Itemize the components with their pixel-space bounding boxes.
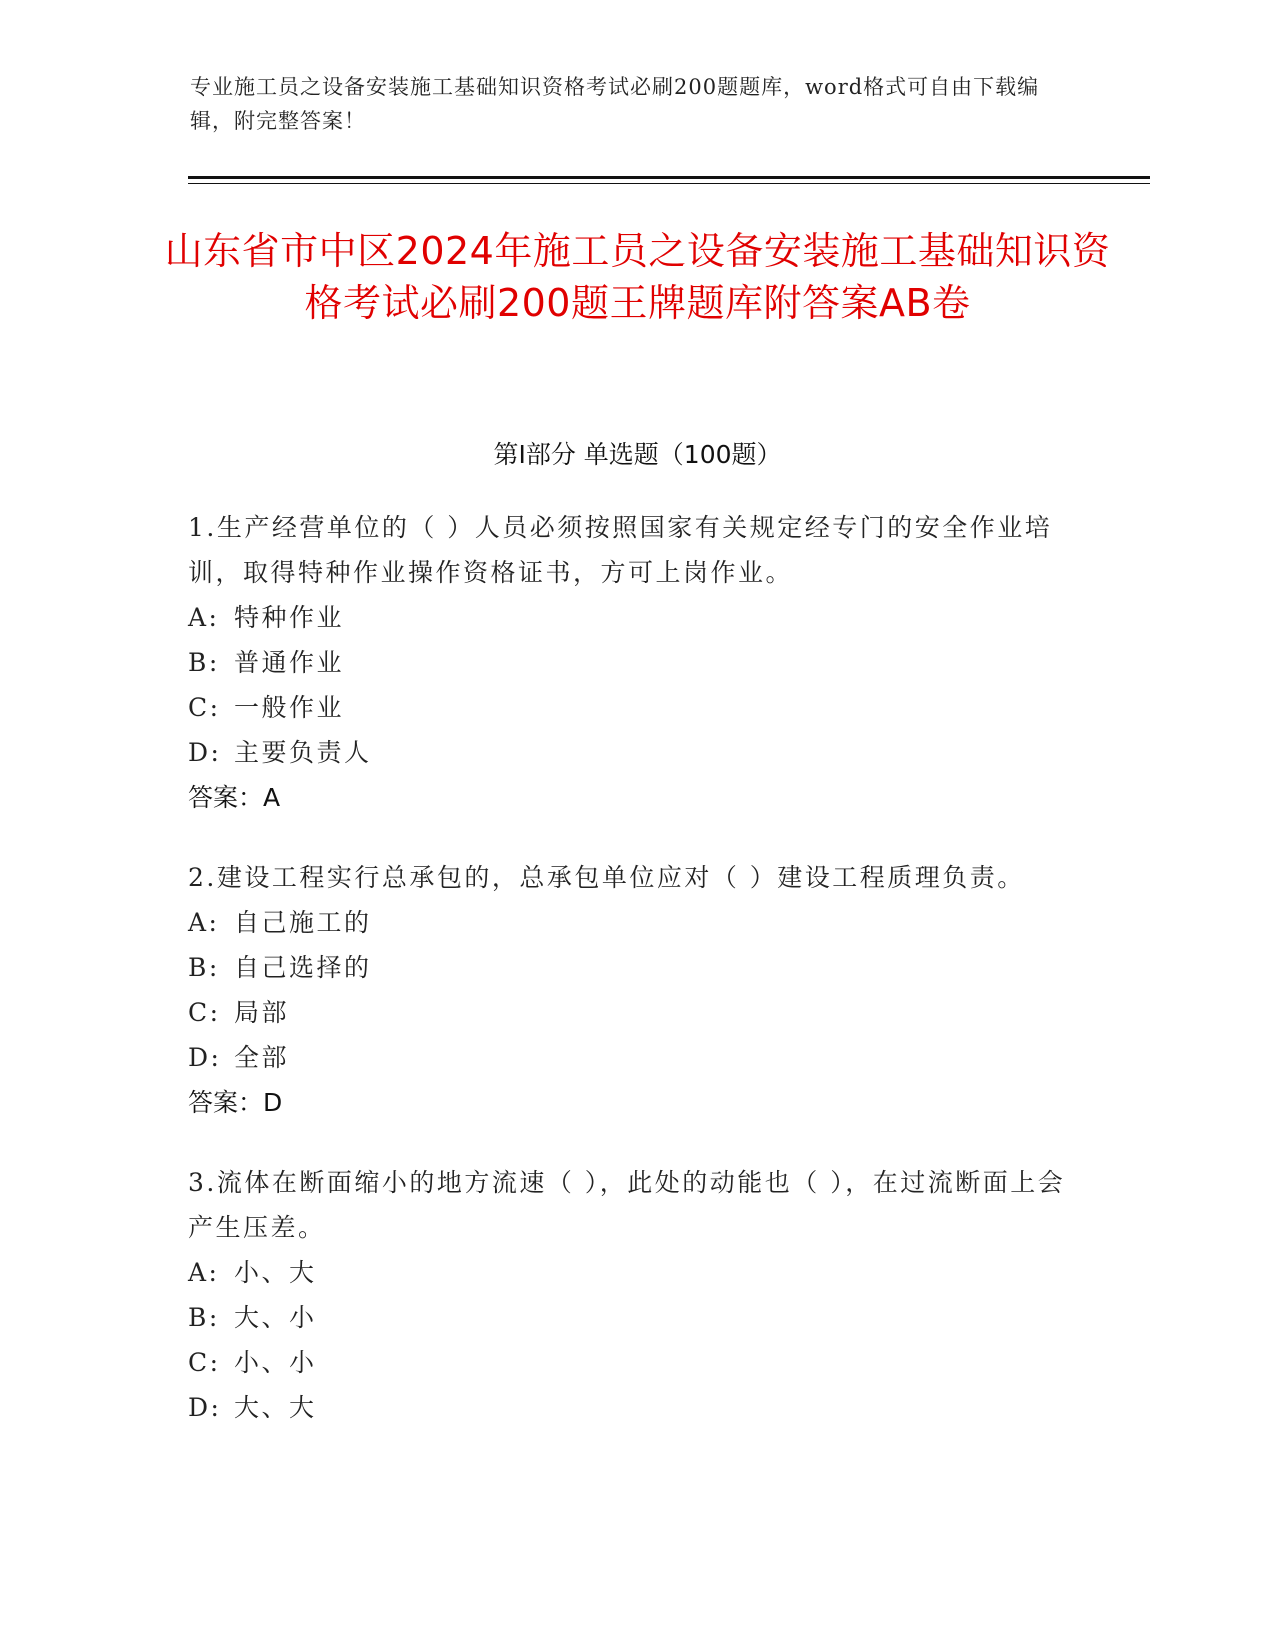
header-rule-thick	[188, 176, 1150, 179]
option-letter: C:	[188, 998, 221, 1027]
question-stem: 1.生产经营单位的（ ）人员必须按照国家有关规定经专门的安全作业培训，取得特种作业操作资格证书，方可上岗作业。	[188, 513, 1053, 587]
option-letter: A:	[188, 908, 220, 937]
option-text: 局部	[234, 998, 290, 1027]
option-b	[188, 945, 1088, 990]
option-text: 大、大	[234, 1393, 317, 1422]
option-c	[188, 685, 1088, 730]
question-stem: 2.建设工程实行总承包的，总承包单位应对（ ）建设工程质理负责。	[188, 863, 1025, 892]
document-title: 山东省市中区2024年施工员之设备安装施工基础知识资格考试必刷200题王牌题库附答案AB卷	[164, 229, 1111, 325]
option-text: 小、大	[234, 1258, 317, 1287]
option-d	[188, 1035, 1088, 1080]
answer-line: 答案：D	[188, 1088, 283, 1117]
option-letter: C:	[188, 1348, 221, 1377]
option-text: 大、小	[234, 1303, 317, 1332]
section-heading: 第I部分 单选题（100题）	[493, 440, 782, 469]
option-letter: A:	[188, 1258, 220, 1287]
option-letter: A:	[188, 603, 220, 632]
option-text: 小、小	[234, 1348, 317, 1377]
option-text: 普通作业	[234, 648, 345, 677]
option-text: 一般作业	[234, 693, 345, 722]
option-b	[188, 1295, 1088, 1340]
option-letter: D:	[188, 1043, 222, 1072]
option-b	[188, 640, 1088, 685]
option-a	[188, 900, 1088, 945]
option-text: 自己施工的	[234, 908, 372, 937]
option-text: 全部	[234, 1043, 290, 1072]
option-c	[188, 990, 1088, 1035]
option-c	[188, 1340, 1088, 1385]
answer-line: 答案：A	[188, 783, 281, 812]
option-letter: B:	[188, 1303, 220, 1332]
option-text: 自己选择的	[234, 953, 372, 982]
option-text: 主要负责人	[234, 738, 372, 767]
option-a	[188, 595, 1088, 640]
option-text: 特种作业	[234, 603, 345, 632]
option-letter: C:	[188, 693, 221, 722]
option-letter: D:	[188, 1393, 222, 1422]
question-1	[188, 505, 1088, 820]
header-rule-thin	[188, 183, 1150, 184]
option-d	[188, 730, 1088, 775]
option-d	[188, 1385, 1088, 1430]
option-letter: B:	[188, 953, 220, 982]
option-letter: B:	[188, 648, 220, 677]
question-3	[188, 1160, 1088, 1430]
header-note: 专业施工员之设备安装施工基础知识资格考试必刷200题题库，word格式可自由下载编辑，附完整答案！	[190, 75, 1040, 133]
option-letter: D:	[188, 738, 222, 767]
option-a	[188, 1250, 1088, 1295]
question-2	[188, 855, 1088, 1125]
question-stem: 3.流体在断面缩小的地方流速（ ），此处的动能也（ ），在过流断面上会产生压差。	[188, 1168, 1066, 1242]
